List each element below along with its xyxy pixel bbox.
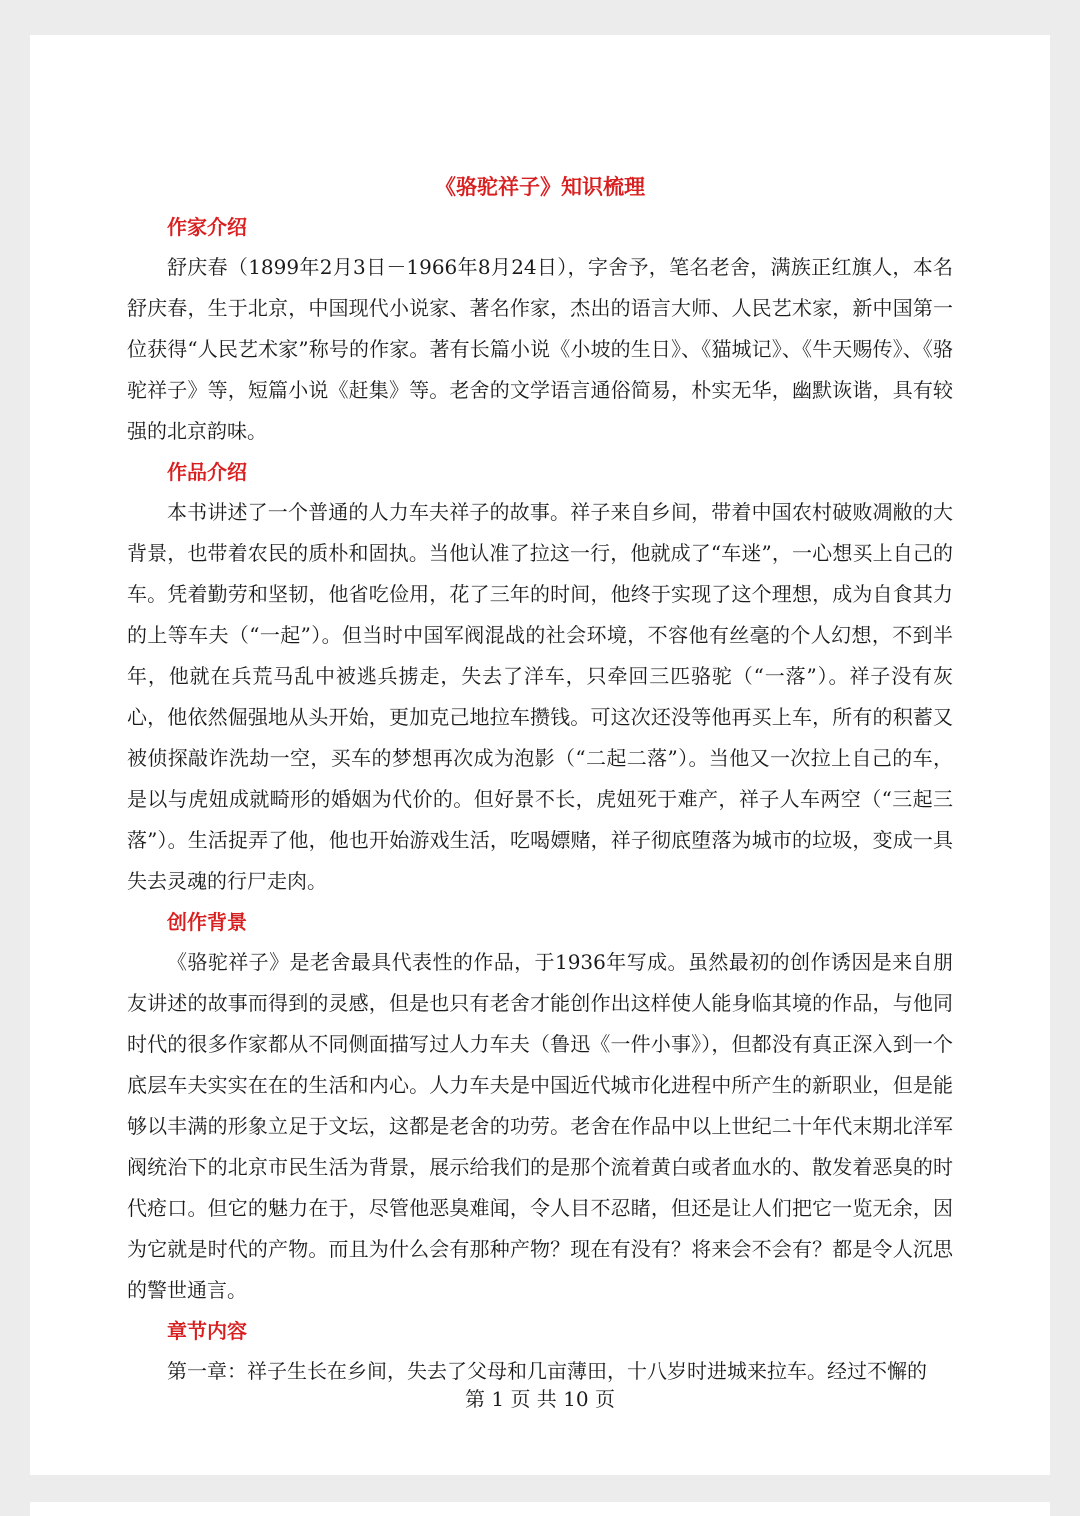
section-heading-author: 作家介绍 xyxy=(167,215,247,239)
document-body xyxy=(127,167,953,1392)
section-paragraph-work: 本书讲述了一个普通的人力车夫祥子的故事。祥子来自乡间，带着中国农村破败凋敝的大背景，也带着农民的质朴和固执。当他认准了拉这一行，他就成了“车迷”，一心想买上自己的车。凭着勤劳和坚韧，他省吃俭用，花了三年的时间，他终于实现了这个理想，成为自食其力的上等车夫（“一起”）。但当时中国军阀混战的社会环境，不容他有丝毫的个人幻想，不到半年，他就在兵荒马乱中被逃兵掳走，失去了洋车，只牵回三匹骆驼（“一落”）。祥子没有灰心，他依然倔强地从头开始，更加克己地拉车攒钱。可这次还没等他再买上车，所有的积蓄又被侦探敲诈洗劫一空，买车的梦想再次成为泡影（“二起二落”）。当他又一次拉上自己的车，是以与虎妞成就畸形的婚姻为代价的。但好景不长，虎妞死于难产，祥子人车两空（“三起三落”）。生活捉弄了他，他也开始游戏生活，吃喝嫖赌，祥子彻底堕落为城市的垃圾，变成一具失去灵魂的行尸走肉。 xyxy=(127,500,953,893)
page-number-footer: 第 1 页 共 10 页 xyxy=(465,1387,615,1411)
document-title: 《骆驼祥子》知识梳理 xyxy=(435,174,645,199)
section-paragraph-background: 《骆驼祥子》是老舍最具代表性的作品，于1936年写成。虽然最初的创作诱因是来自朋友讲述的故事而得到的灵感，但是也只有老舍才能创作出这样使人能身临其境的作品，与他同时代的很多作家都从不同侧面描写过人力车夫（鲁迅《一件小事》），但都没有真正深入到一个底层车夫实实在在的生活和内心。人力车夫是中国近代城市化进程中所产生的新职业，但是能够以丰满的形象立足于文坛，这都是老舍的功劳。老舍在作品中以上世纪二十年代末期北洋军阀统治下的北京市民生活为背景，展示给我们的是那个流着黄白或者血水的、散发着恶臭的时代疮口。但它的魅力在于，尽管他恶臭难闻，令人目不忍睹，但还是让人们把它一览无余，因为它就是时代的产物。而且为什么会有那种产物？现在有没有？将来会不会有？都是令人沉思的警世通言。 xyxy=(127,950,953,1302)
section-paragraph-chapters: 第一章：祥子生长在乡间，失去了父母和几亩薄田，十八岁时进城来拉车。经过不懈的 xyxy=(167,1359,927,1383)
section-heading-chapters: 章节内容 xyxy=(167,1319,247,1343)
section-heading-background: 创作背景 xyxy=(167,910,247,934)
section-heading-work: 作品介绍 xyxy=(167,460,247,484)
section-paragraph-author: 舒庆春（1899年2月3日－1966年8月24日），字舍予，笔名老舍，满族正红旗人，本名舒庆春，生于北京，中国现代小说家、著名作家，杰出的语言大师、人民艺术家，新中国第一位获得“人民艺术家”称号的作家。著有长篇小说《小坡的生日》、《猫城记》、《牛天赐传》、《骆驼祥子》等，短篇小说《赶集》等。老舍的文学语言通俗简易，朴实无华，幽默诙谐，具有较强的北京韵味。 xyxy=(127,255,953,443)
next-page-edge xyxy=(30,1502,1050,1516)
document-page xyxy=(30,35,1050,1475)
